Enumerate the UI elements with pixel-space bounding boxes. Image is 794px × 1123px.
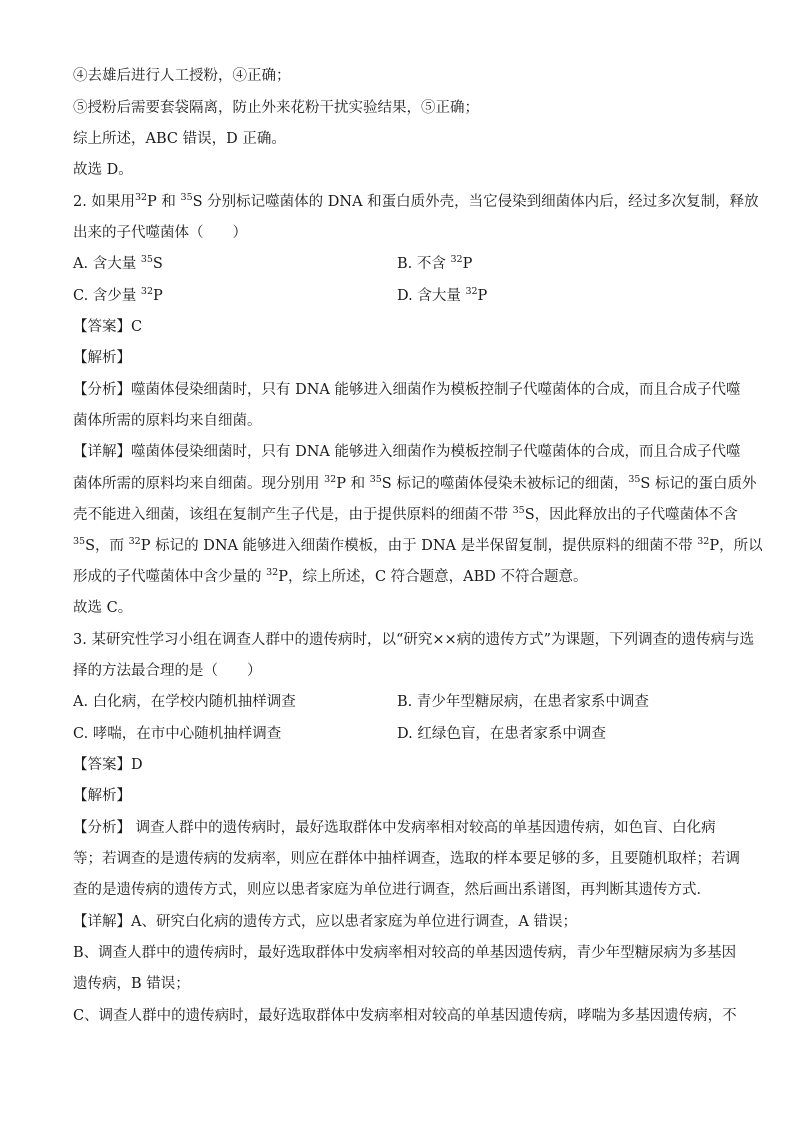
xiangjie-text: 菌体所需的原料均来自细菌。现分别用 [73,476,320,492]
xiangjie-text: S，而 [85,538,125,554]
xiangjie-text: S，因此释放出的子代噬菌体不含 [524,507,738,523]
q2-option-c [73,286,163,306]
isotope-32-sup: 32 [324,474,337,486]
xiangjie-text: P 标记的 DNA 能够进入细菌作模板，由于 DNA 是半保留复制，提供原料的细菌不带 [140,538,693,554]
q1-final-choice: 故选 D。 [73,162,133,178]
q2-fenxi-line-1: 【分析】噬菌体侵染细菌时，只有 DNA 能够进入细菌作为模板控制子代噬菌体的合成，而且合成子代噬 [73,382,741,398]
isotope-35-sup: 35 [140,254,153,266]
q2-xiangjie-line-3 [73,505,738,525]
q2-answer: 【答案】C [73,319,143,335]
q3-option-a: A. 白化病，在学校内随机抽样调查 [73,694,296,710]
q2-analysis-heading: 【解析】 [73,350,131,366]
xiangjie-text: P，所以 [709,538,763,554]
q3-stem-line-1: 3. 某研究性学习小组在调查人群中的遗传病时，以“研究××病的遗传方式”为课题，下列调查的遗传病与选 [73,632,755,648]
q3-fenxi-line-3: 查的是遗传病的遗传方式，则应以患者家庭为单位进行调查，然后画出系谱图，再判断其遗传方式． [73,882,711,898]
isotope-32-sup: 32 [697,536,710,548]
q2-xiangjie-line-1: 【详解】噬菌体侵染细菌时，只有 DNA 能够进入细菌作为模板控制子代噬菌体的合成，而且合成子代噬 [73,444,741,460]
option-text: A. 含大量 [73,256,137,272]
q2-xiangjie-line-4 [73,536,763,556]
q2-xiangjie-line-5 [73,567,723,587]
q1-line-4: ④去雄后进行人工授粉，④正确； [73,68,291,84]
isotope-35-sup: 35 [180,192,193,204]
isotope-32-sup: 32 [140,286,153,298]
q3-stem-line-2: 择的方法最合理的是（ ） [73,663,262,679]
isotope-35-sup: 35 [369,474,382,486]
option-text: S [152,256,163,272]
q2-stem-text: 2. 如果用 [73,194,135,210]
xiangjie-text: 壳不能进入细菌，该组在复制产生子代是，由于提供原料的细菌不带 [73,507,508,523]
q3-xiangjie-line-3: 遗传病，B 错误； [73,976,190,992]
option-text: D. 含大量 [397,288,461,304]
isotope-35-sup: 35 [628,474,641,486]
isotope-32-sup: 32 [465,286,478,298]
xiangjie-text: P，综上所述，C 符合题意，ABD 不符合题意。 [278,569,588,585]
q2-option-d [397,286,487,306]
q2-stem-text: S 分别标记噬菌体的 DNA 和蛋白质外壳，当它侵染到细菌体内后，经过多次复制，释放 [192,194,759,210]
option-text: P [477,288,488,304]
q2-stem-text: P 和 [147,194,176,210]
xiangjie-text: P 和 [336,476,366,492]
xiangjie-text: 形成的子代噬菌体中含少量的 [73,569,262,585]
q3-answer: 【答案】D [73,757,143,773]
q1-summary: 综上所述，ABC 错误，D 正确。 [73,131,286,147]
q3-option-d: D. 红绿色盲，在患者家系中调查 [397,726,606,742]
isotope-35-sup: 35 [512,505,525,517]
q2-option-b [397,254,472,274]
isotope-32-sup: 32 [128,536,141,548]
q2-stem-line-1 [73,192,759,212]
isotope-32-sup: 32 [134,192,148,204]
q3-xiangjie-line-2: B、调查人群中的遗传病时，最好选取群体中发病率相对较高的单基因遗传病，青少年型糖尿病为多基因 [73,945,737,961]
isotope-32-sup: 32 [450,254,463,266]
option-text: C. 含少量 [73,288,137,304]
q3-xiangjie-line-4: C、调查人群中的遗传病时，最好选取群体中发病率相对较高的单基因遗传病，哮喘为多基因遗传病，不 [73,1008,737,1024]
q2-fenxi-line-2: 菌体所需的原料均来自细菌。 [73,413,262,429]
q2-stem-line-2: 出来的子代噬菌体（ ） [73,225,247,241]
q3-xiangjie-line-1: 【详解】A、研究白化病的遗传方式，应以患者家庭为单位进行调查，A 错误； [73,914,578,930]
q3-analysis-heading: 【解析】 [73,788,131,804]
xiangjie-text: S 标记的蛋白质外 [640,476,757,492]
q2-final-choice: 故选 C。 [73,600,133,616]
q3-fenxi-line-1: 【分析】 调查人群中的遗传病时，最好选取群体中发病率相对较高的单基因遗传病，如色盲、白化病 [73,820,716,836]
q3-option-b: B. 青少年型糖尿病，在患者家系中调查 [397,694,649,710]
option-text: P [462,256,473,272]
q2-xiangjie-line-2 [73,474,757,494]
q1-line-5: ⑤授粉后需要套袋隔离，防止外来花粉干扰实验结果，⑤正确； [73,100,479,116]
xiangjie-text: S 标记的噬菌体侵染未被标记的细菌， [381,476,629,492]
q3-option-c: C. 哮喘，在市中心随机抽样调查 [73,726,282,742]
option-text: P [153,288,163,304]
isotope-35-sup: 35 [73,536,86,548]
q3-fenxi-line-2: 等；若调查的是遗传病的发病率，则应在群体中抽样调查，选取的样本要足够的多，且要随机取样；若调 [73,851,740,867]
isotope-32-sup: 32 [266,567,279,579]
option-text: B. 不含 [397,256,446,272]
q2-option-a [73,254,163,274]
